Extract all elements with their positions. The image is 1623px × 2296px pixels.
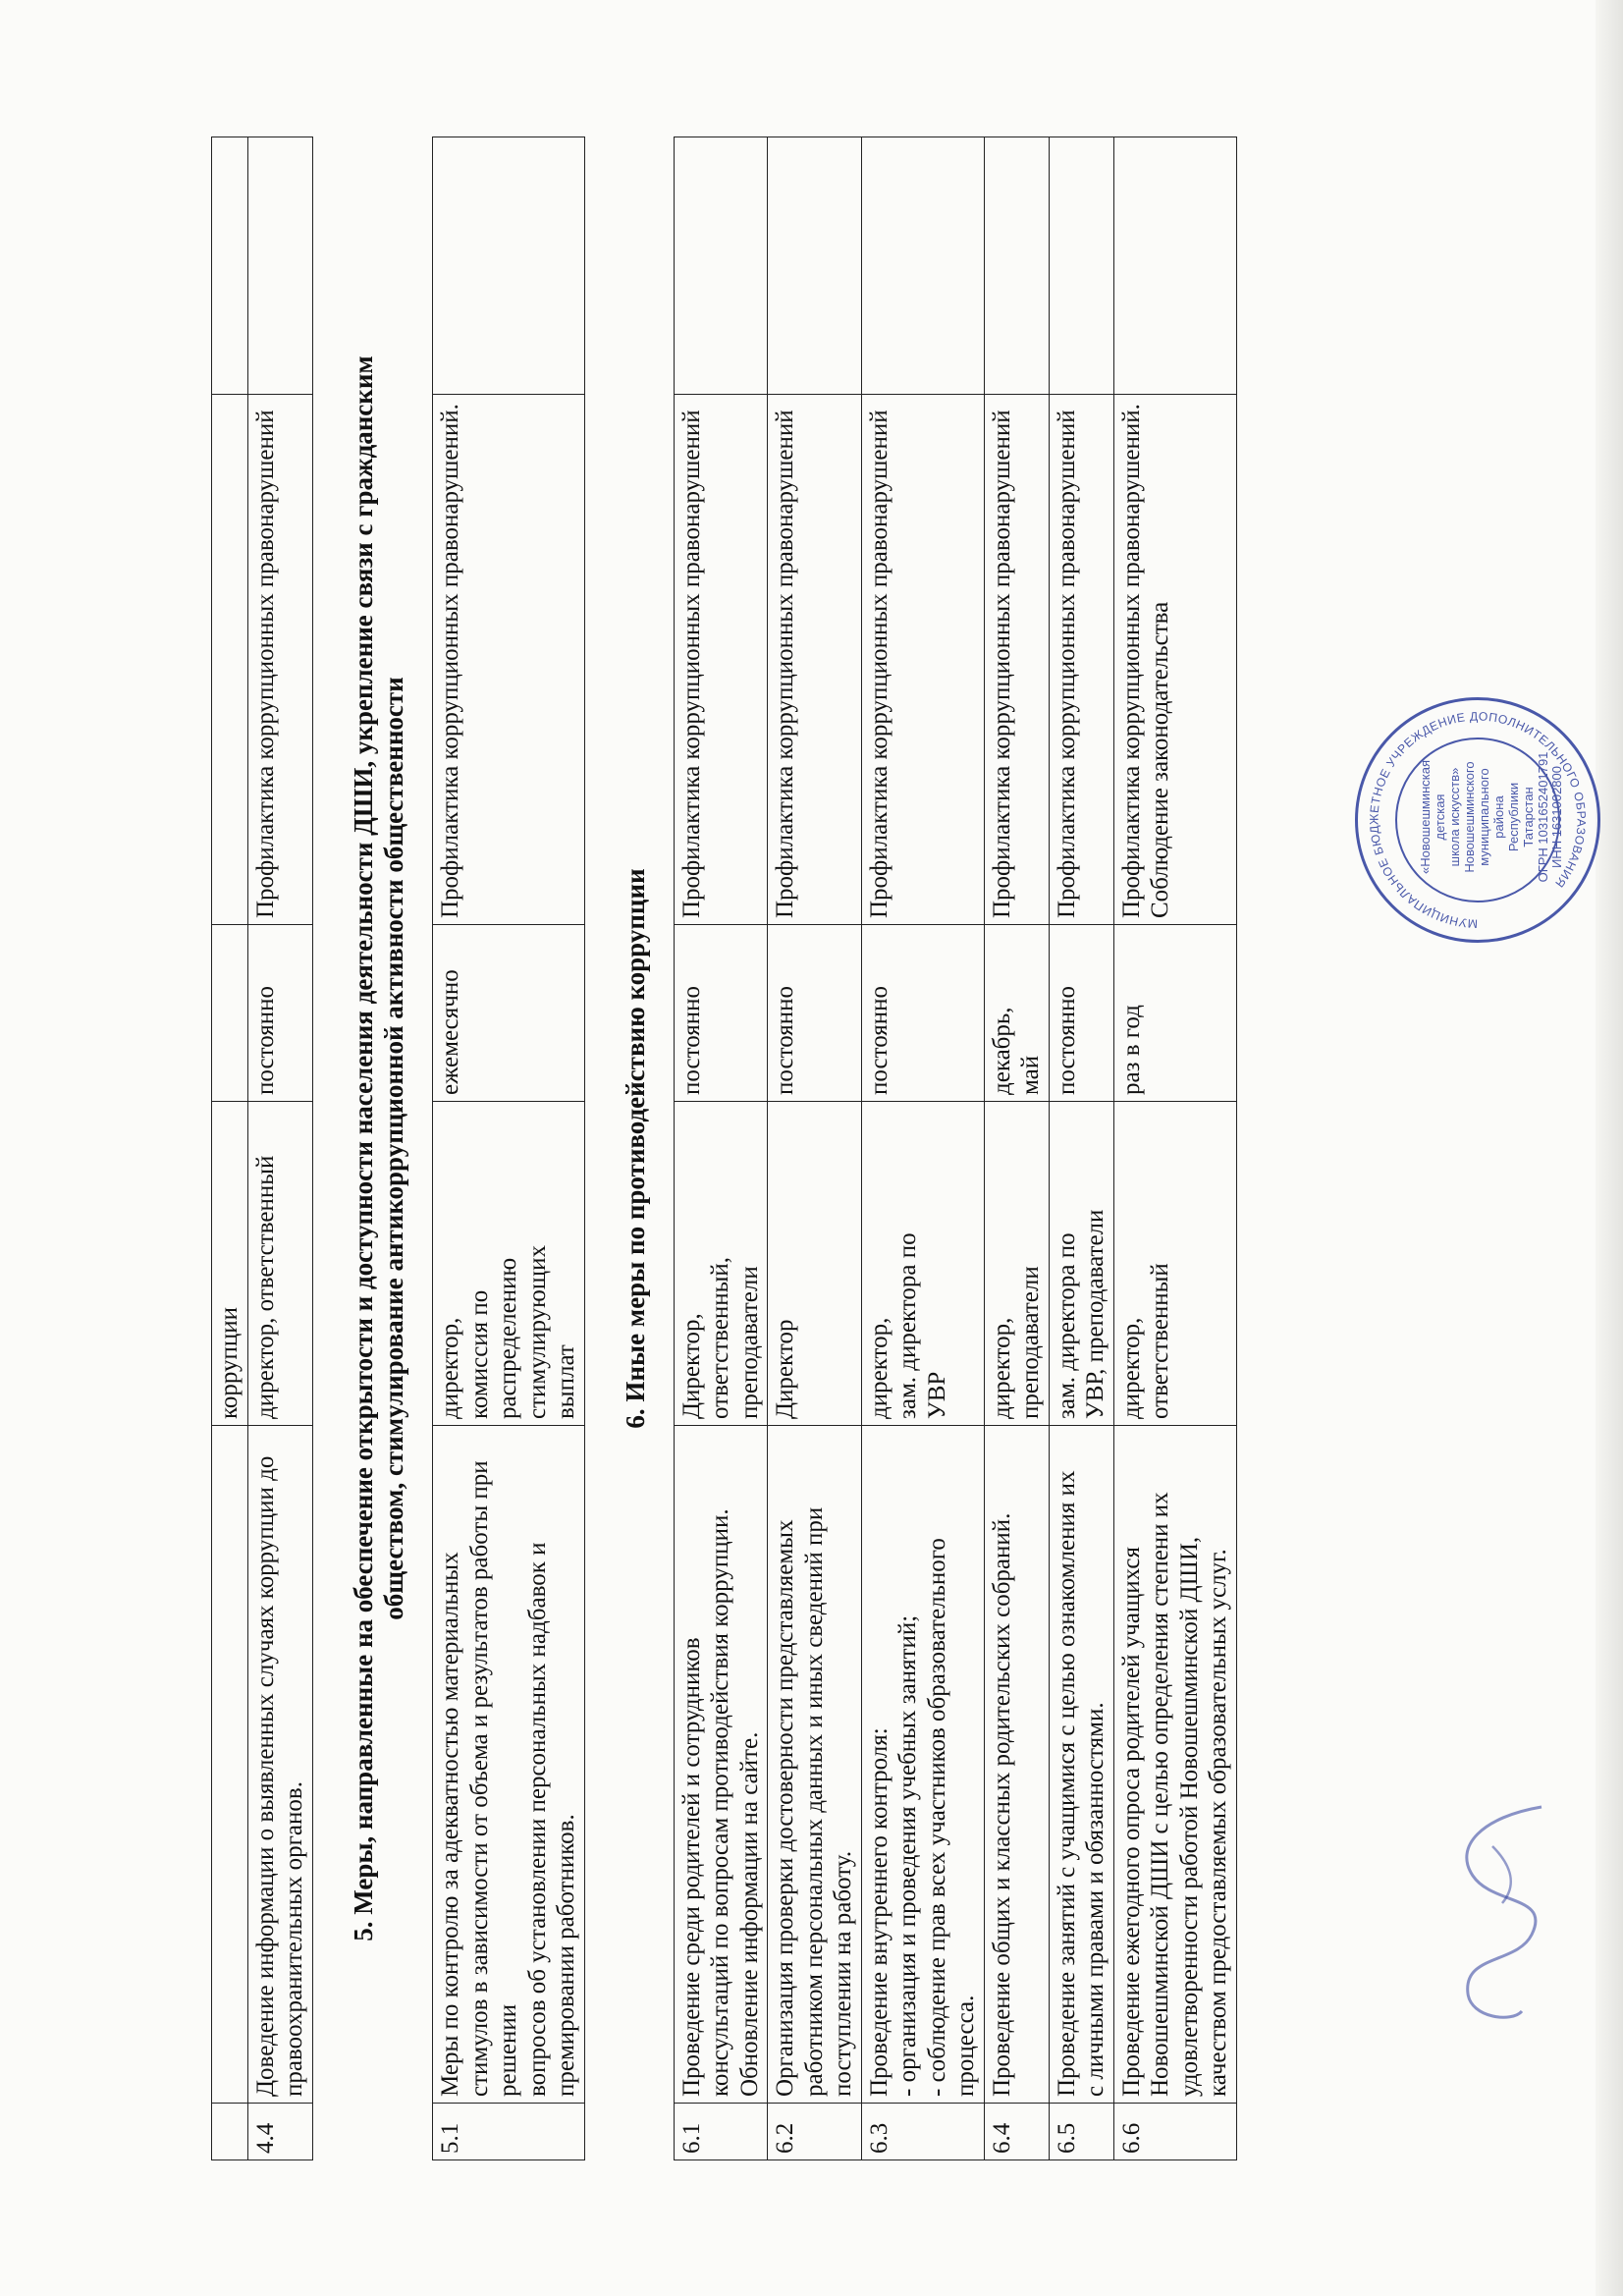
activity-line: Новошешминской ДШИ с целью определения степени их xyxy=(1147,1492,1174,2097)
blank-cell xyxy=(1113,137,1236,395)
official-stamp xyxy=(1355,697,1600,943)
responsible-cell: директор, ответственный xyxy=(247,1102,312,1426)
activity-line: Проведение внутреннего контроля: xyxy=(865,1727,893,2097)
term-cell xyxy=(1049,925,1113,1102)
activity-cell xyxy=(212,1426,248,2104)
term-line: постоянно xyxy=(677,986,705,1095)
signature-mark xyxy=(1424,1787,1581,2043)
section-5-row xyxy=(312,137,433,2160)
responsible-line: Директор xyxy=(772,1319,799,1419)
blank-cell xyxy=(674,137,768,395)
stamp-line: Новошешминского xyxy=(1461,761,1477,873)
activity-cell xyxy=(1113,1426,1236,2104)
result-cell: Профилактика коррупционных правонарушений xyxy=(674,395,768,925)
stamp-ogrn: ОГРН 1031652401791 xyxy=(1535,751,1550,883)
stamp-line: Республики xyxy=(1505,782,1521,852)
table-row xyxy=(861,137,984,2160)
table-row xyxy=(674,137,768,2160)
table-row xyxy=(212,137,248,2160)
rotated-document-sheet xyxy=(211,137,1517,2160)
responsible-cell xyxy=(1113,1102,1236,1426)
section-6-heading xyxy=(584,137,674,2160)
responsible-line: ответственный xyxy=(1147,1263,1174,1419)
term-cell xyxy=(1113,925,1236,1102)
table-row xyxy=(1049,137,1113,2160)
result-cell xyxy=(212,395,248,925)
responsible-cell: коррупции xyxy=(212,1102,248,1426)
term-line: декабрь, xyxy=(988,1007,1015,1095)
term-cell xyxy=(861,925,984,1102)
responsible-cell xyxy=(1049,1102,1113,1426)
activity-line: стимулов в зависимости от объема и результатов работы при xyxy=(465,1460,493,2097)
blank-cell xyxy=(433,137,585,395)
table-row xyxy=(247,137,312,2160)
section-5-heading-line-2: обществом, стимулирование антикоррупционной активности общественности xyxy=(379,677,409,1620)
term-line: постоянно xyxy=(772,986,799,1095)
activity-cell xyxy=(768,1426,862,2104)
section-6-heading-line-1: 6. Иные меры по противодействию коррупции xyxy=(620,868,650,1429)
term-cell: постоянно xyxy=(247,925,312,1102)
result-cell: Профилактика коррупционных правонарушений xyxy=(768,395,862,925)
table-row xyxy=(768,137,862,2160)
section-6-rows xyxy=(674,137,1236,2160)
activity-line: работником персональных данных и иных сведений при xyxy=(800,1506,828,2097)
blank-cell xyxy=(984,137,1049,395)
responsible-line: ответственный, xyxy=(707,1256,734,1419)
activity-line: Проведение среди родителей и сотрудников xyxy=(677,1637,705,2097)
activity-line: Организация проверки достоверности представляемых xyxy=(772,1519,799,2097)
activity-cell xyxy=(1049,1426,1113,2104)
activity-line: качеством предоставляемых образовательных услуг. xyxy=(1205,1549,1232,2097)
responsible-line: выплат xyxy=(553,1344,580,1419)
responsible-cell xyxy=(768,1102,862,1426)
section-6-row xyxy=(584,137,674,2160)
result-cell: Профилактика коррупционных правонарушений. Соблюдение законодательства xyxy=(1113,395,1236,925)
activity-line: Меры по контролю за адекватностью материальных xyxy=(437,1552,464,2097)
responsible-line: директор, xyxy=(1117,1317,1145,1419)
responsible-cell xyxy=(861,1102,984,1426)
activity-cell: Доведение информации о выявленных случаях коррупции до правоохранительных органов. xyxy=(247,1426,312,2104)
responsible-cell xyxy=(984,1102,1049,1426)
section-5-heading xyxy=(312,137,433,2160)
responsible-line: преподаватели xyxy=(735,1266,763,1419)
term-line: постоянно xyxy=(1053,986,1080,1095)
responsible-line: зам. директора по xyxy=(894,1232,922,1419)
stamp-ring-text: МУНИЦИПАЛЬНОЕ БЮДЖЕТНОЕ УЧРЕЖДЕНИЕ ДОПОЛНИТЕЛЬНОГО ОБРАЗОВАНИЯ xyxy=(1367,709,1589,931)
stamp-center-text xyxy=(1419,747,1565,887)
activity-cell xyxy=(674,1426,768,2104)
result-cell: Профилактика коррупционных правонарушений xyxy=(861,395,984,925)
table-row xyxy=(433,137,585,2160)
blank-cell xyxy=(247,137,312,395)
activity-line: решении xyxy=(495,2003,522,2097)
activity-line: премировании работников. xyxy=(553,1814,580,2097)
row-number: 6.4 xyxy=(984,2104,1049,2160)
term-line: постоянно xyxy=(865,986,893,1095)
responsible-line: директор, xyxy=(988,1317,1015,1419)
measures-table xyxy=(211,137,1237,2160)
responsible-line: Директор, xyxy=(677,1313,705,1419)
row-number: 6.5 xyxy=(1049,2104,1113,2160)
table-row xyxy=(1113,137,1236,2160)
activity-line: - организация и проведения учебных занятий; xyxy=(894,1614,922,2097)
term-line: май xyxy=(1017,1055,1045,1095)
responsible-line: директор, xyxy=(437,1317,464,1419)
activity-line: Проведение общих и классных родительских собраний. xyxy=(988,1512,1015,2097)
activity-cell xyxy=(984,1426,1049,2104)
blank-cell xyxy=(861,137,984,395)
stamp-line: школа искусств» xyxy=(1446,767,1462,867)
row-number: 4.4 xyxy=(247,2104,312,2160)
stamp-inn: ИНН 1631002800 xyxy=(1549,765,1565,869)
result-cell: Профилактика коррупционных правонарушений xyxy=(1049,395,1113,925)
row-number: 6.2 xyxy=(768,2104,862,2160)
stamp-line: «Новошешминская xyxy=(1418,759,1433,875)
scan-edge xyxy=(1596,0,1623,2296)
stamp-line: муниципального xyxy=(1476,768,1491,866)
row-number: 6.3 xyxy=(861,2104,984,2160)
term-cell xyxy=(674,925,768,1102)
row-number: 5.1 xyxy=(433,2104,585,2160)
activity-line: поступлении на работу. xyxy=(830,1850,857,2097)
activity-line: вопросов об установлении персональных надбавок и xyxy=(523,1542,551,2097)
activity-line: процесса. xyxy=(952,1995,980,2097)
activity-line: удовлетворенности работой Новошешминской ДШИ, xyxy=(1175,1536,1203,2097)
responsible-line: зам. директора по xyxy=(1053,1232,1080,1419)
row-number: 6.6 xyxy=(1113,2104,1236,2160)
stamp-line: Татарстан xyxy=(1520,787,1536,847)
term-cell xyxy=(212,925,248,1102)
responsible-line: преподаватели xyxy=(1017,1266,1045,1419)
stamp-line: детская xyxy=(1432,793,1447,841)
activity-cell xyxy=(861,1426,984,2104)
result-cell: Профилактика коррупционных правонарушений xyxy=(247,395,312,925)
row-number: 6.1 xyxy=(674,2104,768,2160)
responsible-line: директор, xyxy=(865,1317,893,1419)
term-cell: ежемесячно xyxy=(433,925,585,1102)
activity-line: Проведение ежегодного опроса родителей учащихся xyxy=(1117,1547,1145,2097)
stamp-line: района xyxy=(1490,795,1506,839)
responsible-cell xyxy=(433,1102,585,1426)
result-cell: Профилактика коррупционных правонарушений. xyxy=(433,395,585,925)
responsible-cell xyxy=(674,1102,768,1426)
row-number xyxy=(212,2104,248,2160)
activity-line: консультаций по вопросам противодействия коррупции. xyxy=(707,1508,734,2097)
responsible-line: стимулирующих xyxy=(523,1245,551,1419)
blank-cell xyxy=(1049,137,1113,395)
term-line: раз в год xyxy=(1117,1005,1145,1095)
responsible-line: УВР, преподаватели xyxy=(1082,1209,1109,1419)
responsible-line: комиссия по xyxy=(465,1289,493,1419)
term-cell xyxy=(768,925,862,1102)
result-cell: Профилактика коррупционных правонарушений xyxy=(984,395,1049,925)
blank-cell xyxy=(212,137,248,395)
term-cell xyxy=(984,925,1049,1102)
blank-cell xyxy=(768,137,862,395)
responsible-line: УВР xyxy=(923,1371,950,1419)
activity-line: с личными правами и обязанностями. xyxy=(1082,1702,1109,2097)
activity-line: - соблюдение прав всех участников образовательного xyxy=(923,1538,950,2097)
activity-line: Обновление информации на сайте. xyxy=(735,1731,763,2097)
activity-line: Проведение занятий с учащимися с целью ознакомления их xyxy=(1053,1470,1080,2097)
table-row xyxy=(984,137,1049,2160)
responsible-line: распределению xyxy=(495,1257,522,1419)
activity-cell xyxy=(433,1426,585,2104)
section-5-heading-line-1: 5. Меры, направленные на обеспечение открытости и доступности населения деятельности ДШИ, укрепление связи с гражданским xyxy=(348,355,378,1941)
